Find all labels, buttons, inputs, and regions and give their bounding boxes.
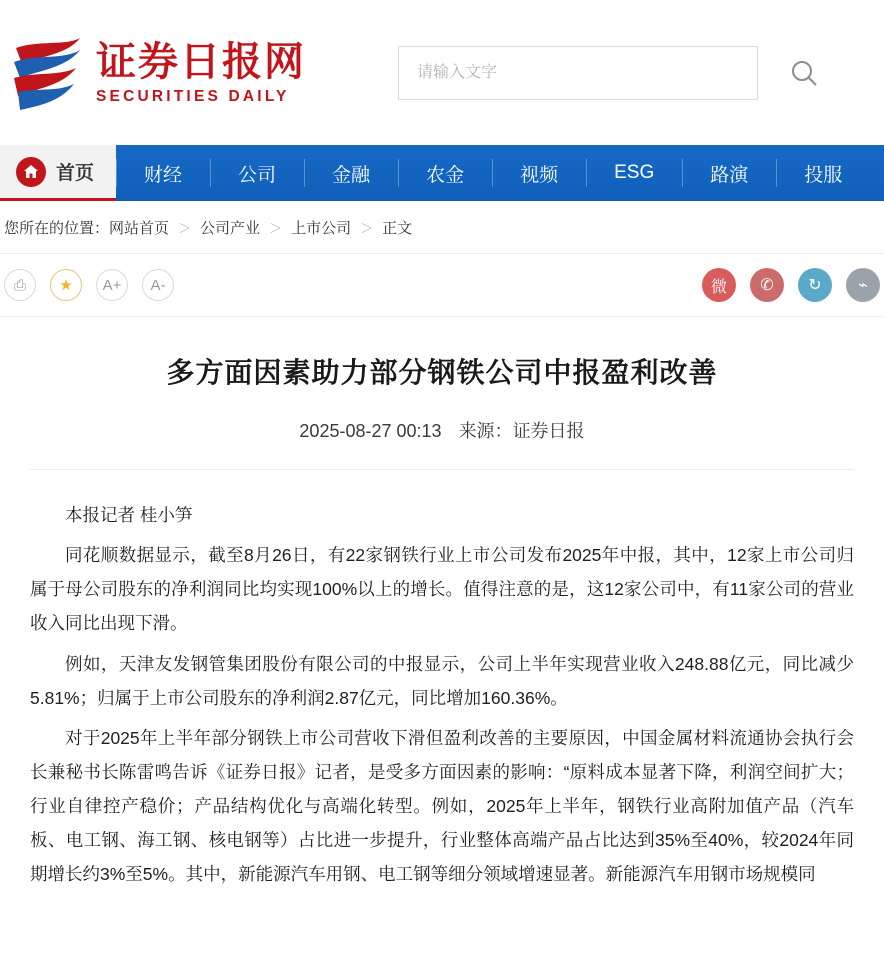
article-source-label: 来源： [458, 421, 513, 441]
nav-item-label: 首页 [56, 163, 95, 184]
article-paragraph: 同花顺数据显示，截至8月26日，有22家钢铁行业上市公司发布2025年中报，其中，12家上市公司归属于母公司股东的净利润同比均实现100%以上的增长。值得注意的是，这12家公司中，有11家公司的营业收入同比出现下滑。 [30, 545, 854, 634]
breadcrumb-separator: ＞ [178, 220, 192, 236]
refresh-icon[interactable] [798, 268, 832, 302]
logo-mark-icon [8, 34, 88, 112]
share-glyph: ⌁ [858, 277, 868, 294]
nav-item-home[interactable] [0, 145, 116, 201]
nav-item-label: 投服 [804, 164, 843, 186]
favorite-icon[interactable] [50, 269, 82, 301]
article [0, 316, 884, 891]
site-logo[interactable] [8, 34, 328, 112]
article-toolbar [0, 254, 884, 316]
breadcrumb-separator: ＞ [360, 220, 374, 236]
refresh-glyph: ↻ [808, 277, 822, 294]
nav-item-label: ESG [614, 162, 655, 183]
print-icon[interactable] [4, 269, 36, 301]
breadcrumb-item-0[interactable]: 网站首页 [109, 219, 170, 237]
nav-item-nongjin[interactable] [398, 145, 492, 201]
breadcrumb-label: 您所在的位置： [4, 219, 110, 237]
search-area [398, 46, 824, 100]
main-nav [0, 145, 884, 201]
search-box[interactable] [398, 46, 758, 100]
font-increase-icon[interactable] [96, 269, 128, 301]
article-byline: 本报记者 桂小笋 [65, 505, 193, 525]
font-decrease-glyph: A- [150, 276, 166, 294]
font-decrease-icon[interactable] [142, 269, 174, 301]
article-meta [30, 417, 854, 470]
nav-item-toufu[interactable] [776, 145, 870, 201]
breadcrumb [0, 201, 884, 254]
toolbar-left-group [4, 269, 188, 301]
page-title: 多方面因素助力部分钢铁公司中报盈利改善 [166, 356, 718, 389]
nav-item-label: 公司 [238, 164, 277, 186]
nav-item-shipin[interactable] [492, 145, 586, 201]
nav-item-jinrong[interactable] [304, 145, 398, 201]
article-source: 证券日报 [512, 421, 585, 441]
nav-item-esg[interactable] [586, 145, 682, 201]
weibo-share-icon[interactable] [702, 268, 736, 302]
logo-title-en: SECURITIES DAILY [96, 87, 290, 105]
article-body [30, 498, 854, 891]
site-header [0, 0, 884, 145]
nav-item-label: 农金 [426, 164, 465, 186]
search-input[interactable] [399, 47, 757, 99]
print-glyph: ⎙ [13, 276, 26, 294]
search-icon[interactable] [784, 53, 824, 93]
font-increase-glyph: A+ [102, 276, 122, 294]
nav-item-gongsi[interactable] [210, 145, 304, 201]
article-paragraph: 例如，天津友发钢管集团股份有限公司的中报显示，公司上半年实现营业收入248.88亿元，同比减少5.81%；归属于上市公司股东的净利润2.87亿元，同比增加160.36%。 [30, 653, 854, 708]
share-icon[interactable] [846, 268, 880, 302]
wechat-share-icon[interactable] [750, 268, 784, 302]
home-icon [16, 157, 46, 187]
nav-item-label: 金融 [332, 164, 371, 186]
article-date: 2025-08-27 00:13 [299, 421, 442, 441]
nav-item-label: 视频 [520, 164, 559, 186]
article-paragraph: 对于2025年上半年部分钢铁上市公司营收下滑但盈利改善的主要原因，中国金属材料流通协会执行会长兼秘书长陈雷鸣告诉《证券日报》记者，是受多方面因素的影响：“原料成本显著下降，利润空间扩大；行业自律控产稳价；产品结构优化与高端化转型。例如，2025年上半年，钢铁行业高附加值产品（汽车板、电工钢、海工钢、核电钢等）占比进一步提升，行业整体高端产品占比达到35%至40%，较2024年同期增长约3%至5%。其中，新能源汽车用钢、电工钢等细分领域增速显著。新能源汽车用钢市场规模同 [30, 727, 854, 885]
breadcrumb-item-1[interactable]: 公司产业 [200, 219, 261, 237]
logo-text [96, 37, 306, 106]
breadcrumb-item-3[interactable]: 正文 [382, 219, 413, 237]
nav-item-label: 路演 [710, 164, 749, 186]
nav-item-label: 财经 [144, 164, 183, 186]
nav-item-caijing[interactable] [116, 145, 210, 201]
toolbar-share-group [688, 268, 880, 302]
logo-title-cn: 证券日报网 [96, 37, 306, 85]
wechat-glyph: ✆ [760, 277, 774, 294]
favorite-glyph: ★ [59, 277, 73, 294]
breadcrumb-item-2[interactable]: 上市公司 [291, 219, 352, 237]
breadcrumb-separator: ＞ [269, 220, 283, 236]
weibo-glyph: 微 [710, 278, 727, 296]
nav-item-luyan[interactable] [682, 145, 776, 201]
